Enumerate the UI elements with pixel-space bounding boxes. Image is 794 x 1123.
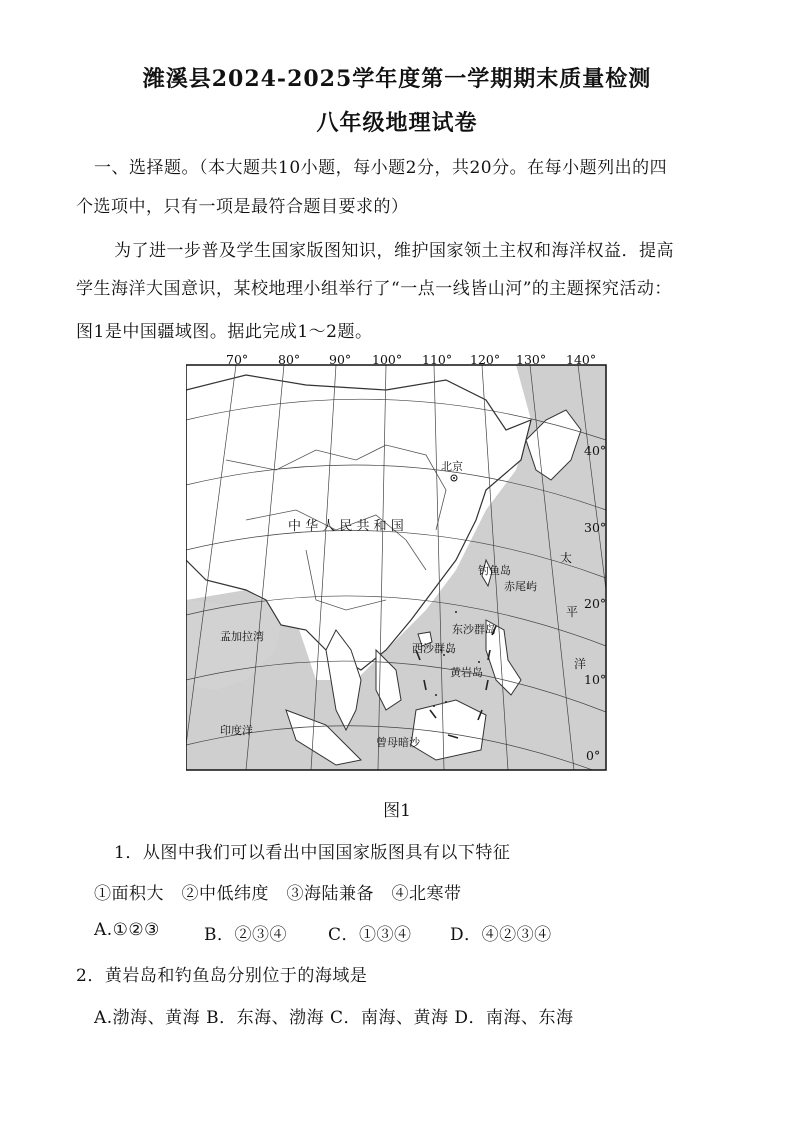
lon-label: 110° — [422, 352, 453, 367]
question-1-items: ①面积大 ②中低纬度 ③海陆兼备 ④北寒带 — [94, 884, 462, 904]
lat-label: 10° — [584, 672, 607, 687]
question-2-stem: 2．黄岩岛和钓鱼岛分别位于的海域是 — [76, 966, 368, 986]
lon-label: 100° — [372, 352, 403, 367]
pacific-label-3: 洋 — [574, 657, 587, 671]
indian-ocean-label: 印度洋 — [220, 724, 253, 737]
lon-label: 130° — [516, 352, 547, 367]
lon-label: 120° — [470, 352, 501, 367]
intro-line3: 图1是中国疆域图。据此完成1～2题。 — [76, 322, 373, 342]
beijing-label: 北京 — [441, 460, 463, 473]
figure-caption: 图1 — [383, 801, 411, 821]
map-svg — [186, 350, 612, 775]
question-1-stem: 1．从图中我们可以看出中国国家版图具有以下特征 — [114, 843, 511, 863]
section-heading-line2: 个选项中，只有一项是最符合题目要求的） — [76, 197, 409, 217]
question-1-option-a: A.①②③ — [94, 920, 160, 940]
zengmu-label: 曾母暗沙 — [376, 736, 420, 749]
china-territory-map — [186, 350, 612, 775]
pacific-label-2: 平 — [566, 605, 579, 619]
question-1-option-b: B．②③④ — [204, 925, 287, 945]
diaoyu-label: 钓鱼岛 — [478, 564, 511, 577]
bengal-label: 孟加拉湾 — [220, 630, 264, 643]
lat-label: 20° — [584, 596, 607, 611]
section-heading-line1: 一、选择题。（本大题共10小题，每小题2分，共20分。在每小题列出的四 — [94, 158, 668, 178]
huangyan-label: 黄岩岛 — [450, 666, 483, 679]
exam-title: 潍溪县2024-2025学年度第一学期期末质量检测 — [142, 66, 652, 92]
question-1-option-c: C．①③④ — [328, 925, 412, 945]
chiwei-label: 赤尾屿 — [504, 580, 537, 593]
country-label: 中 华 人 民 共 和 国 — [288, 519, 404, 534]
lat-label: 0° — [586, 748, 601, 763]
dongsha-label: 东沙群岛 — [452, 623, 496, 636]
lon-label: 90° — [329, 352, 352, 367]
lon-label: 80° — [278, 352, 301, 367]
pacific-label-1: 太 — [560, 551, 573, 565]
lon-label: 140° — [566, 352, 597, 367]
lon-label: 70° — [226, 352, 249, 367]
xisha-label: 西沙群岛 — [412, 642, 456, 655]
exam-subtitle: 八年级地理试卷 — [316, 110, 478, 136]
intro-line1: 为了进一步普及学生国家版图知识，维护国家领土主权和海洋权益．提高 — [114, 241, 674, 261]
intro-line2: 学生海洋大国意识，某校地理小组举行了“一点一线皆山河”的主题探究活动： — [76, 279, 672, 299]
question-1-option-d: D．④②③④ — [450, 925, 552, 945]
question-2-options: A.渤海、黄海 B．东海、渤海 C．南海、黄海 D．南海、东海 — [94, 1008, 574, 1028]
lat-label: 40° — [584, 443, 607, 458]
lat-label: 30° — [584, 520, 607, 535]
